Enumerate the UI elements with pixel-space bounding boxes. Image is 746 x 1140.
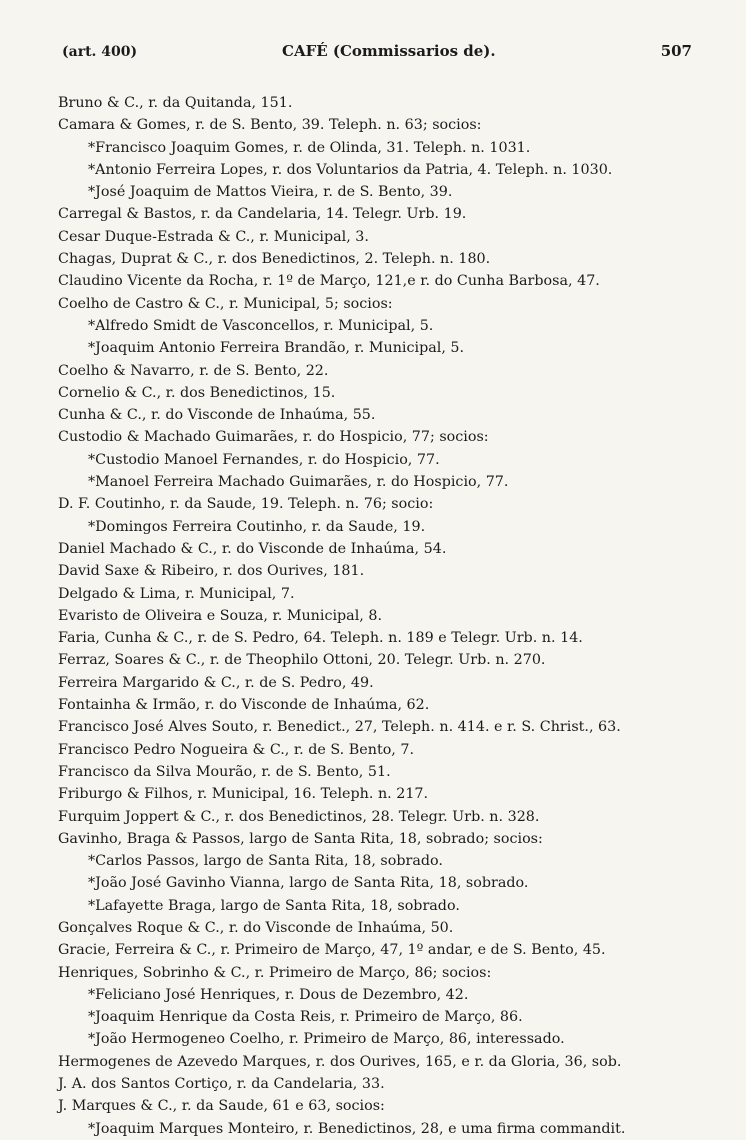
partner-entry: *Custodio Manoel Fernandes, r. do Hospicio, 77. xyxy=(88,451,440,468)
partner-entry: *Lafayette Braga, largo de Santa Rita, 18, sobrado. xyxy=(88,897,460,914)
firm-entry: Gonçalves Roque & C., r. do Visconde de Inhaúma, 50. xyxy=(58,919,454,936)
firm-entry: Ferreira Margarido & C., r. de S. Pedro, 49. xyxy=(58,674,374,691)
partner-entry: *Alfredo Smidt de Vasconcellos, r. Municipal, 5. xyxy=(88,317,434,334)
partner-entry: *Francisco Joaquim Gomes, r. de Olinda, 31. Teleph. n. 1031. xyxy=(88,139,531,156)
partner-entry: *João Hermogeneo Coelho, r. Primeiro de Março, 86, interessado. xyxy=(88,1031,565,1048)
firm-entry: D. F. Coutinho, r. da Saude, 19. Teleph. n. 76; socio: xyxy=(58,496,434,513)
entry-list xyxy=(58,92,718,1140)
firm-entry: Hermogenes de Azevedo Marques, r. dos Ourives, 165, e r. da Gloria, 36, sob. xyxy=(58,1053,622,1070)
partner-entry: *Joaquim Henrique da Costa Reis, r. Primeiro de Março, 86. xyxy=(88,1009,523,1026)
firm-entry: Gracie, Ferreira & C., r. Primeiro de Março, 47, 1º andar, e de S. Bento, 45. xyxy=(58,942,606,959)
firm-entry: Chagas, Duprat & C., r. dos Benedictinos, 2. Teleph. n. 180. xyxy=(58,251,491,268)
firm-entry: Ferraz, Soares & C., r. de Theophilo Ottoni, 20. Telegr. Urb. n. 270. xyxy=(58,652,546,669)
partner-entry: *Domingos Ferreira Coutinho, r. da Saude, 19. xyxy=(88,518,426,535)
firm-entry: Delgado & Lima, r. Municipal, 7. xyxy=(58,585,295,602)
firm-entry: Camara & Gomes, r. de S. Bento, 39. Teleph. n. 63; socios: xyxy=(58,117,482,134)
partner-entry: *Joaquim Marques Monteiro, r. Benedictinos, 28, e uma firma commandit. xyxy=(88,1120,626,1137)
firm-entry: Francisco Pedro Nogueira & C., r. de S. Bento, 7. xyxy=(58,741,415,758)
firm-entry: Cesar Duque-Estrada & C., r. Municipal, 3. xyxy=(58,228,369,245)
firm-entry: Carregal & Bastos, r. da Candelaria, 14. Telegr. Urb. 19. xyxy=(58,206,467,223)
firm-entry: Henriques, Sobrinho & C., r. Primeiro de Março, 86; socios: xyxy=(58,964,492,981)
article-reference: (art. 400) xyxy=(62,44,138,60)
page-header xyxy=(62,42,692,66)
partner-entry: *José Joaquim de Mattos Vieira, r. de S. Bento, 39. xyxy=(88,184,453,201)
firm-entry: J. Marques & C., r. da Saude, 61 e 63, socios: xyxy=(58,1098,385,1115)
firm-entry: Coelho & Navarro, r. de S. Bento, 22. xyxy=(58,362,329,379)
firm-entry: Claudino Vicente da Rocha, r. 1º de Março, 121,e r. do Cunha Barbosa, 47. xyxy=(58,273,600,290)
firm-entry: J. A. dos Santos Cortiço, r. da Candelaria, 33. xyxy=(58,1076,385,1093)
firm-entry: Furquim Joppert & C., r. dos Benedictinos, 28. Telegr. Urb. n. 328. xyxy=(58,808,540,825)
partner-entry: *Feliciano José Henriques, r. Dous de Dezembro, 42. xyxy=(88,986,469,1003)
firm-entry: David Saxe & Ribeiro, r. dos Ourives, 181. xyxy=(58,563,365,580)
firm-entry: Cunha & C., r. do Visconde de Inhaúma, 55. xyxy=(58,407,376,424)
firm-entry: Daniel Machado & C., r. do Visconde de Inhaúma, 54. xyxy=(58,540,447,557)
firm-entry: Evaristo de Oliveira e Souza, r. Municipal, 8. xyxy=(58,607,383,624)
firm-entry: Coelho de Castro & C., r. Municipal, 5; socios: xyxy=(58,295,393,312)
firm-entry: Gavinho, Braga & Passos, largo de Santa Rita, 18, sobrado; socios: xyxy=(58,830,543,847)
firm-entry: Bruno & C., r. da Quitanda, 151. xyxy=(58,95,293,111)
section-title: CAFÉ (Commissarios de). xyxy=(282,42,496,60)
firm-entry: Custodio & Machado Guimarães, r. do Hospicio, 77; socios: xyxy=(58,429,489,446)
page-number: 507 xyxy=(660,42,692,60)
partner-entry: *Carlos Passos, largo de Santa Rita, 18, sobrado. xyxy=(88,853,443,870)
firm-entry: Cornelio & C., r. dos Benedictinos, 15. xyxy=(58,384,336,401)
firm-entry: Faria, Cunha & C., r. de S. Pedro, 64. Teleph. n. 189 e Telegr. Urb. n. 14. xyxy=(58,630,583,647)
firm-entry: Friburgo & Filhos, r. Municipal, 16. Teleph. n. 217. xyxy=(58,786,429,803)
firm-entry: Fontainha & Irmão, r. do Visconde de Inhaúma, 62. xyxy=(58,697,430,714)
partner-entry: *Joaquim Antonio Ferreira Brandão, r. Municipal, 5. xyxy=(88,340,465,357)
partner-entry: *Antonio Ferreira Lopes, r. dos Voluntarios da Patria, 4. Teleph. n. 1030. xyxy=(88,161,613,178)
firm-entry: Francisco da Silva Mourão, r. de S. Bento, 51. xyxy=(58,763,391,780)
partner-entry: *João José Gavinho Vianna, largo de Santa Rita, 18, sobrado. xyxy=(88,875,529,892)
partner-entry: *Manoel Ferreira Machado Guimarães, r. do Hospicio, 77. xyxy=(88,474,509,491)
firm-entry: Francisco José Alves Souto, r. Benedict., 27, Teleph. n. 414. e r. S. Christ., 63. xyxy=(58,719,621,736)
